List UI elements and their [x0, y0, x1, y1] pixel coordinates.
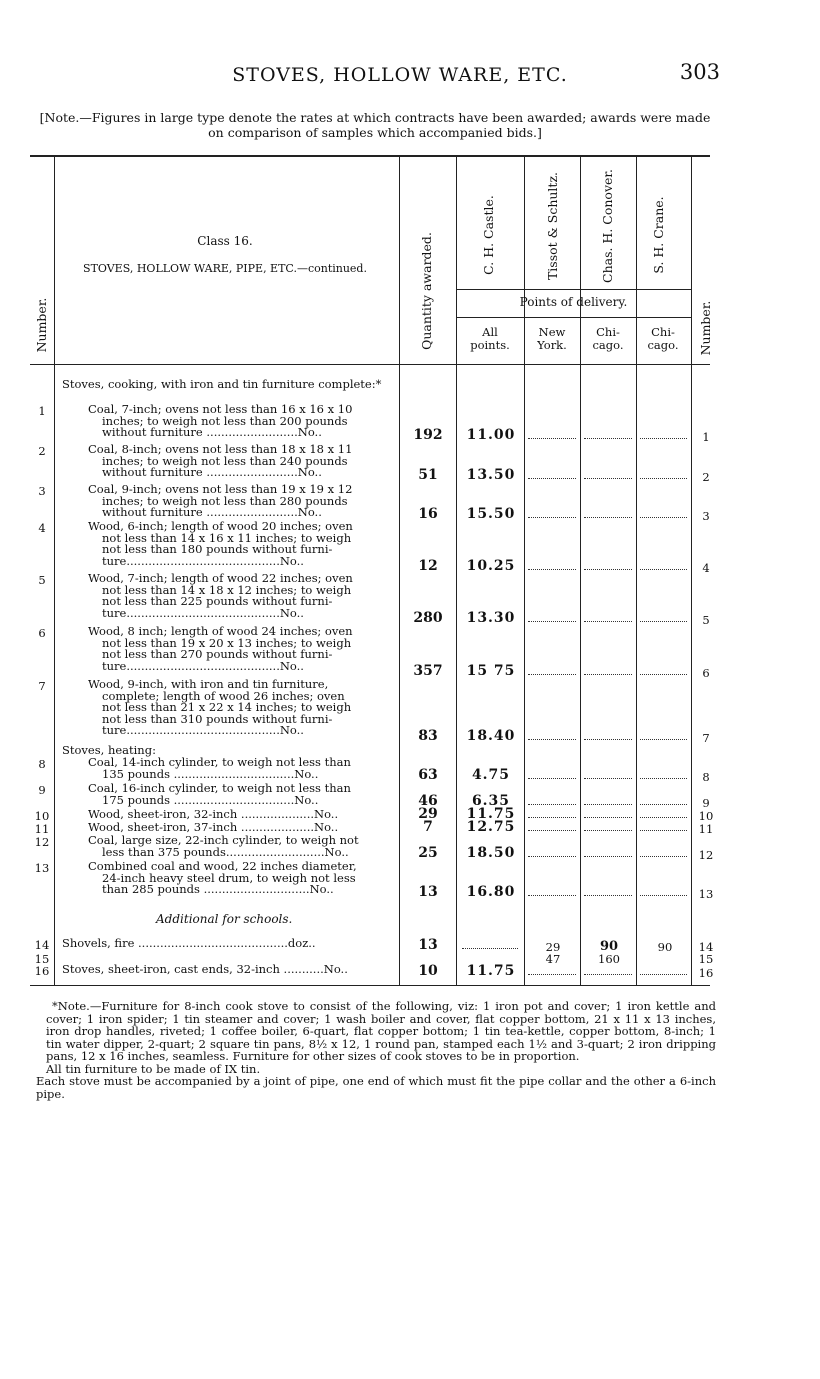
quantity-awarded: 357: [413, 663, 443, 679]
row-description-line: not less than 19 x 20 x 13 inches; to weigh: [102, 635, 352, 650]
quantity-awarded: 63: [418, 767, 438, 783]
row-description-line: inches; to weigh not less than 200 pounds: [102, 413, 348, 428]
col-rule: [580, 155, 581, 985]
dot-leader: [528, 621, 576, 622]
row-description-line: ture..........................................No..: [102, 553, 304, 568]
row-description-line: Wood, sheet-iron, 37-inch ....................No..: [88, 820, 339, 834]
row-number-right: 1: [702, 430, 710, 444]
row-number-left: 3: [38, 484, 46, 498]
col-number-left: Number.: [34, 297, 49, 353]
row-description-line: ture..........................................No..: [102, 723, 304, 737]
point-chicago-2: Chi- cago.: [647, 325, 679, 352]
row-description-line: inches; to weigh not less than 240 pounds: [102, 453, 348, 468]
class-subtitle: STOVES, HOLLOW WARE, PIPE, ETC.—continued.: [83, 262, 367, 275]
row-description-line: without furniture .........................No..: [102, 425, 322, 439]
additional-heading: Additional for schools.: [156, 912, 293, 926]
col-rule: [456, 155, 457, 985]
table-header-bottom-rule: [30, 364, 710, 365]
quantity-awarded: 12: [418, 558, 438, 574]
dot-leader: [528, 517, 576, 518]
quantity-awarded: 25: [418, 845, 438, 861]
row-description-line: Stoves, sheet-iron, cast ends, 32-inch ...........No..: [62, 962, 348, 976]
quantity-awarded: 13: [418, 937, 438, 953]
row-number-right: 5: [702, 613, 710, 627]
row-description-line: inches; to weigh not less than 280 pounds: [102, 493, 348, 508]
price-castle: 11.75: [466, 963, 516, 979]
price-castle: 18.40: [466, 728, 516, 744]
price-castle: 16.80: [466, 884, 516, 900]
row-number-left: 15: [34, 952, 50, 966]
dot-leader: [640, 804, 687, 805]
dot-leader: [528, 895, 576, 896]
dot-leader: [640, 856, 687, 857]
row-number-left: 11: [34, 822, 50, 836]
row-number-left: 7: [38, 679, 46, 693]
dot-leader: [584, 804, 632, 805]
row-description-line: not less than 14 x 18 x 12 inches; to weigh: [102, 582, 352, 597]
price-castle: 18.50: [466, 845, 516, 861]
row-number-left: 1: [38, 404, 46, 418]
row-description-line: without furniture .........................No..: [102, 465, 322, 479]
quantity-awarded: 10: [418, 963, 438, 979]
row-number-left: 14: [34, 938, 50, 952]
price-tissot: 47: [545, 952, 561, 966]
row-description-line: Coal, 16-inch cylinder, to weigh not less than: [88, 781, 351, 795]
row-number-right: 11: [698, 822, 714, 836]
points-of-delivery: Points of delivery.: [519, 295, 628, 309]
footnote-para-1: *Note.—Furniture for 8-inch cook stove to consist of the following, viz: 1 iron pot and cover; 1 iron kettle and cover; 1 iron spider; 1 tin steamer and cover; 1 wash boiler and cover, flat copper bottom, 21 x 11 x 13 inches, iron drop handles, riveted; 1 coffee boiler, 6-quart, flat copper bottom; 1 tin tea-kettle, copper bottom, 8-inch; 1 tin water dipper, 2-quart; 2 square tin pans, 8½ x 12, 1 round pan, stamped each 1½ and 3-quart; 2 iron dripping pans, 12 x 16 inches, seamless. Furniture for other sizes of cook stoves to be in proportion.: [46, 999, 716, 1063]
footnote: [36, 999, 716, 1101]
class-label: Class 16.: [197, 234, 253, 248]
top-note: [Note.—Figures in large type denote the rates at which contracts have been awarded; awards were made on comparison of samples which accompanied bids.]: [39, 110, 711, 140]
quantity-awarded: 7: [423, 819, 433, 835]
dot-leader: [528, 739, 576, 740]
page-number: 303: [679, 60, 720, 84]
bidder-crane: S. H. Crane.: [651, 196, 666, 274]
point-newyork: New York.: [537, 325, 567, 352]
row-number-left: 13: [34, 861, 50, 875]
quantity-awarded: 280: [413, 610, 443, 626]
dot-leader: [528, 804, 576, 805]
dot-leader: [584, 621, 632, 622]
row-description-line: without furniture .........................No..: [102, 505, 322, 519]
row-description-line: Wood, 8 inch; length of wood 24 inches; oven: [88, 624, 353, 638]
row-number-left: 4: [38, 521, 46, 535]
bidder-castle: C. H. Castle.: [481, 195, 496, 275]
price-castle: 10.25: [466, 558, 516, 574]
dot-leader: [462, 948, 518, 949]
row-number-right: 2: [702, 470, 710, 484]
price-castle: 13.30: [466, 610, 516, 626]
row-description-line: not less than 225 pounds without furni-: [102, 594, 333, 608]
row-number-left: 12: [34, 835, 50, 849]
row-number-right: 12: [698, 848, 714, 862]
dot-leader: [640, 478, 687, 479]
row-description-line: Shovels, fire .........................................doz..: [62, 936, 316, 950]
quantity-awarded: 29: [418, 806, 438, 822]
row-description-line: Wood, sheet-iron, 32-inch ....................No..: [88, 807, 339, 821]
row-description-line: Coal, 9-inch; ovens not less than 19 x 19 x 12: [88, 482, 353, 496]
col-quantity: Quantity awarded.: [419, 232, 434, 350]
row-description-line: not less than 310 pounds without furni-: [102, 711, 333, 726]
dot-leader: [640, 438, 687, 439]
col-rule: [524, 155, 525, 985]
row-description-line: 135 pounds .................................No..: [102, 766, 319, 781]
group-heading-heating: Stoves, heating:: [62, 743, 156, 757]
row-description-line: Coal, 14-inch cylinder, to weigh not less than: [88, 755, 351, 769]
dot-leader: [640, 674, 687, 675]
col-number-right: Number.: [698, 300, 713, 356]
dot-leader: [640, 517, 687, 518]
page-title: STOVES, HOLLOW WARE, ETC.: [232, 64, 568, 86]
row-description-line: 24-inch heavy steel drum, to weigh not less: [102, 870, 356, 885]
row-number-left: 2: [38, 444, 46, 458]
point-chicago-1: Chi- cago.: [592, 325, 624, 352]
row-description-line: 175 pounds .................................No..: [102, 792, 319, 807]
dot-leader: [640, 569, 687, 570]
dot-leader: [584, 739, 632, 740]
group-heading-cooking: Stoves, cooking, with iron and tin furniture complete:*: [62, 377, 382, 391]
row-number-right: 8: [702, 770, 710, 784]
dot-leader: [528, 817, 576, 818]
footnote-para-3: Each stove must be accompanied by a joint of pipe, one end of which must fit the pipe collar and the other a 6-inch pipe.: [36, 1074, 716, 1101]
col-rule: [691, 155, 692, 985]
row-number-left: 16: [34, 964, 50, 978]
row-number-right: 16: [698, 966, 714, 980]
row-description-line: not less than 21 x 22 x 14 inches; to weigh: [102, 700, 352, 714]
dot-leader: [640, 778, 687, 779]
row-number-left: 6: [38, 626, 46, 640]
row-number-right: 15: [698, 952, 714, 966]
price-conover: 160: [598, 952, 620, 966]
row-number-right: 9: [702, 796, 710, 810]
bidder-tissot: Tissot & Schultz.: [545, 171, 560, 281]
row-description-line: than 285 pounds .............................No..: [102, 882, 334, 896]
price-crane: 90: [657, 940, 673, 954]
table-top-rule: [30, 155, 710, 157]
quantity-awarded: 51: [418, 467, 438, 483]
dot-leader: [640, 817, 687, 818]
dot-leader: [528, 438, 576, 439]
footnote-para-2: All tin furniture to be made of IX tin.: [46, 1061, 261, 1076]
row-description-line: not less than 270 pounds without furni-: [102, 647, 333, 661]
dot-leader: [640, 621, 687, 622]
dot-leader: [584, 974, 632, 975]
row-number-left: 8: [38, 757, 46, 771]
dot-leader: [640, 830, 687, 831]
row-number-right: 7: [702, 731, 710, 745]
price-castle: 15 75: [466, 663, 516, 679]
quantity-awarded: 46: [418, 793, 438, 809]
dot-leader: [584, 817, 632, 818]
price-tissot: 29: [545, 940, 561, 954]
dot-leader: [640, 974, 687, 975]
quantity-awarded: 13: [418, 884, 438, 900]
row-number-right: 4: [702, 561, 710, 575]
row-description-line: not less than 180 pounds without furni-: [102, 542, 333, 556]
price-castle: 13.50: [466, 467, 516, 483]
row-number-left: 5: [38, 573, 46, 587]
price-castle: 11.75: [466, 806, 516, 822]
row-number-right: 13: [698, 887, 714, 901]
point-all: All points.: [470, 325, 510, 352]
row-description-line: complete; length of wood 26 inches; oven: [102, 688, 345, 703]
dot-leader: [640, 895, 687, 896]
row-description-line: less than 375 pounds...........................No..: [102, 844, 349, 859]
dot-leader: [528, 778, 576, 779]
row-description-line: Coal, 7-inch; ovens not less than 16 x 16 x 10: [88, 402, 353, 416]
table-bottom-rule: [30, 985, 710, 986]
dot-leader: [584, 517, 632, 518]
row-number-left: 10: [34, 809, 50, 823]
price-castle: 12.75: [466, 819, 516, 835]
col-rule: [54, 155, 55, 985]
row-description-line: Combined coal and wood, 22 inches diameter,: [88, 859, 357, 873]
dot-leader: [584, 674, 632, 675]
row-number-right: 14: [698, 940, 714, 954]
row-description-line: Wood, 9-inch, with iron and tin furniture,: [88, 677, 329, 691]
dot-leader: [640, 739, 687, 740]
row-description-line: Wood, 7-inch; length of wood 22 inches; oven: [88, 571, 353, 585]
quantity-awarded: 192: [413, 427, 443, 443]
dot-leader: [584, 478, 632, 479]
row-number-left: 9: [38, 783, 46, 797]
price-castle: 15.50: [466, 506, 516, 522]
points-rule: [456, 317, 691, 318]
dot-leader: [528, 830, 576, 831]
dot-leader: [584, 778, 632, 779]
row-description-line: ture..........................................No..: [102, 605, 304, 620]
dot-leader: [528, 569, 576, 570]
dot-leader: [528, 478, 576, 479]
row-number-right: 6: [702, 666, 710, 680]
price-castle: 4.75: [471, 767, 511, 783]
row-description-line: Wood, 6-inch; length of wood 20 inches; oven: [88, 519, 353, 533]
dot-leader: [584, 895, 632, 896]
row-description-line: not less than 14 x 16 x 11 inches; to weigh: [102, 530, 352, 545]
price-castle: 6.35: [471, 793, 511, 809]
row-description-line: ture..........................................No..: [102, 658, 304, 673]
dot-leader: [584, 438, 632, 439]
price-conover: 90: [599, 939, 619, 954]
dot-leader: [584, 569, 632, 570]
row-number-right: 3: [702, 509, 710, 523]
row-number-right: 10: [698, 809, 714, 823]
dot-leader: [584, 856, 632, 857]
dot-leader: [528, 856, 576, 857]
price-castle: 11.00: [466, 427, 516, 443]
col-rule: [636, 155, 637, 985]
row-description-line: Coal, large size, 22-inch cylinder, to weigh not: [88, 833, 359, 847]
row-description-line: Coal, 8-inch; ovens not less than 18 x 18 x 11: [88, 442, 353, 456]
dot-leader: [584, 830, 632, 831]
dot-leader: [528, 674, 576, 675]
quantity-awarded: 83: [418, 728, 438, 744]
bidder-conover: Chas. H. Conover.: [600, 169, 615, 283]
quantity-awarded: 16: [418, 506, 438, 522]
dot-leader: [528, 974, 576, 975]
